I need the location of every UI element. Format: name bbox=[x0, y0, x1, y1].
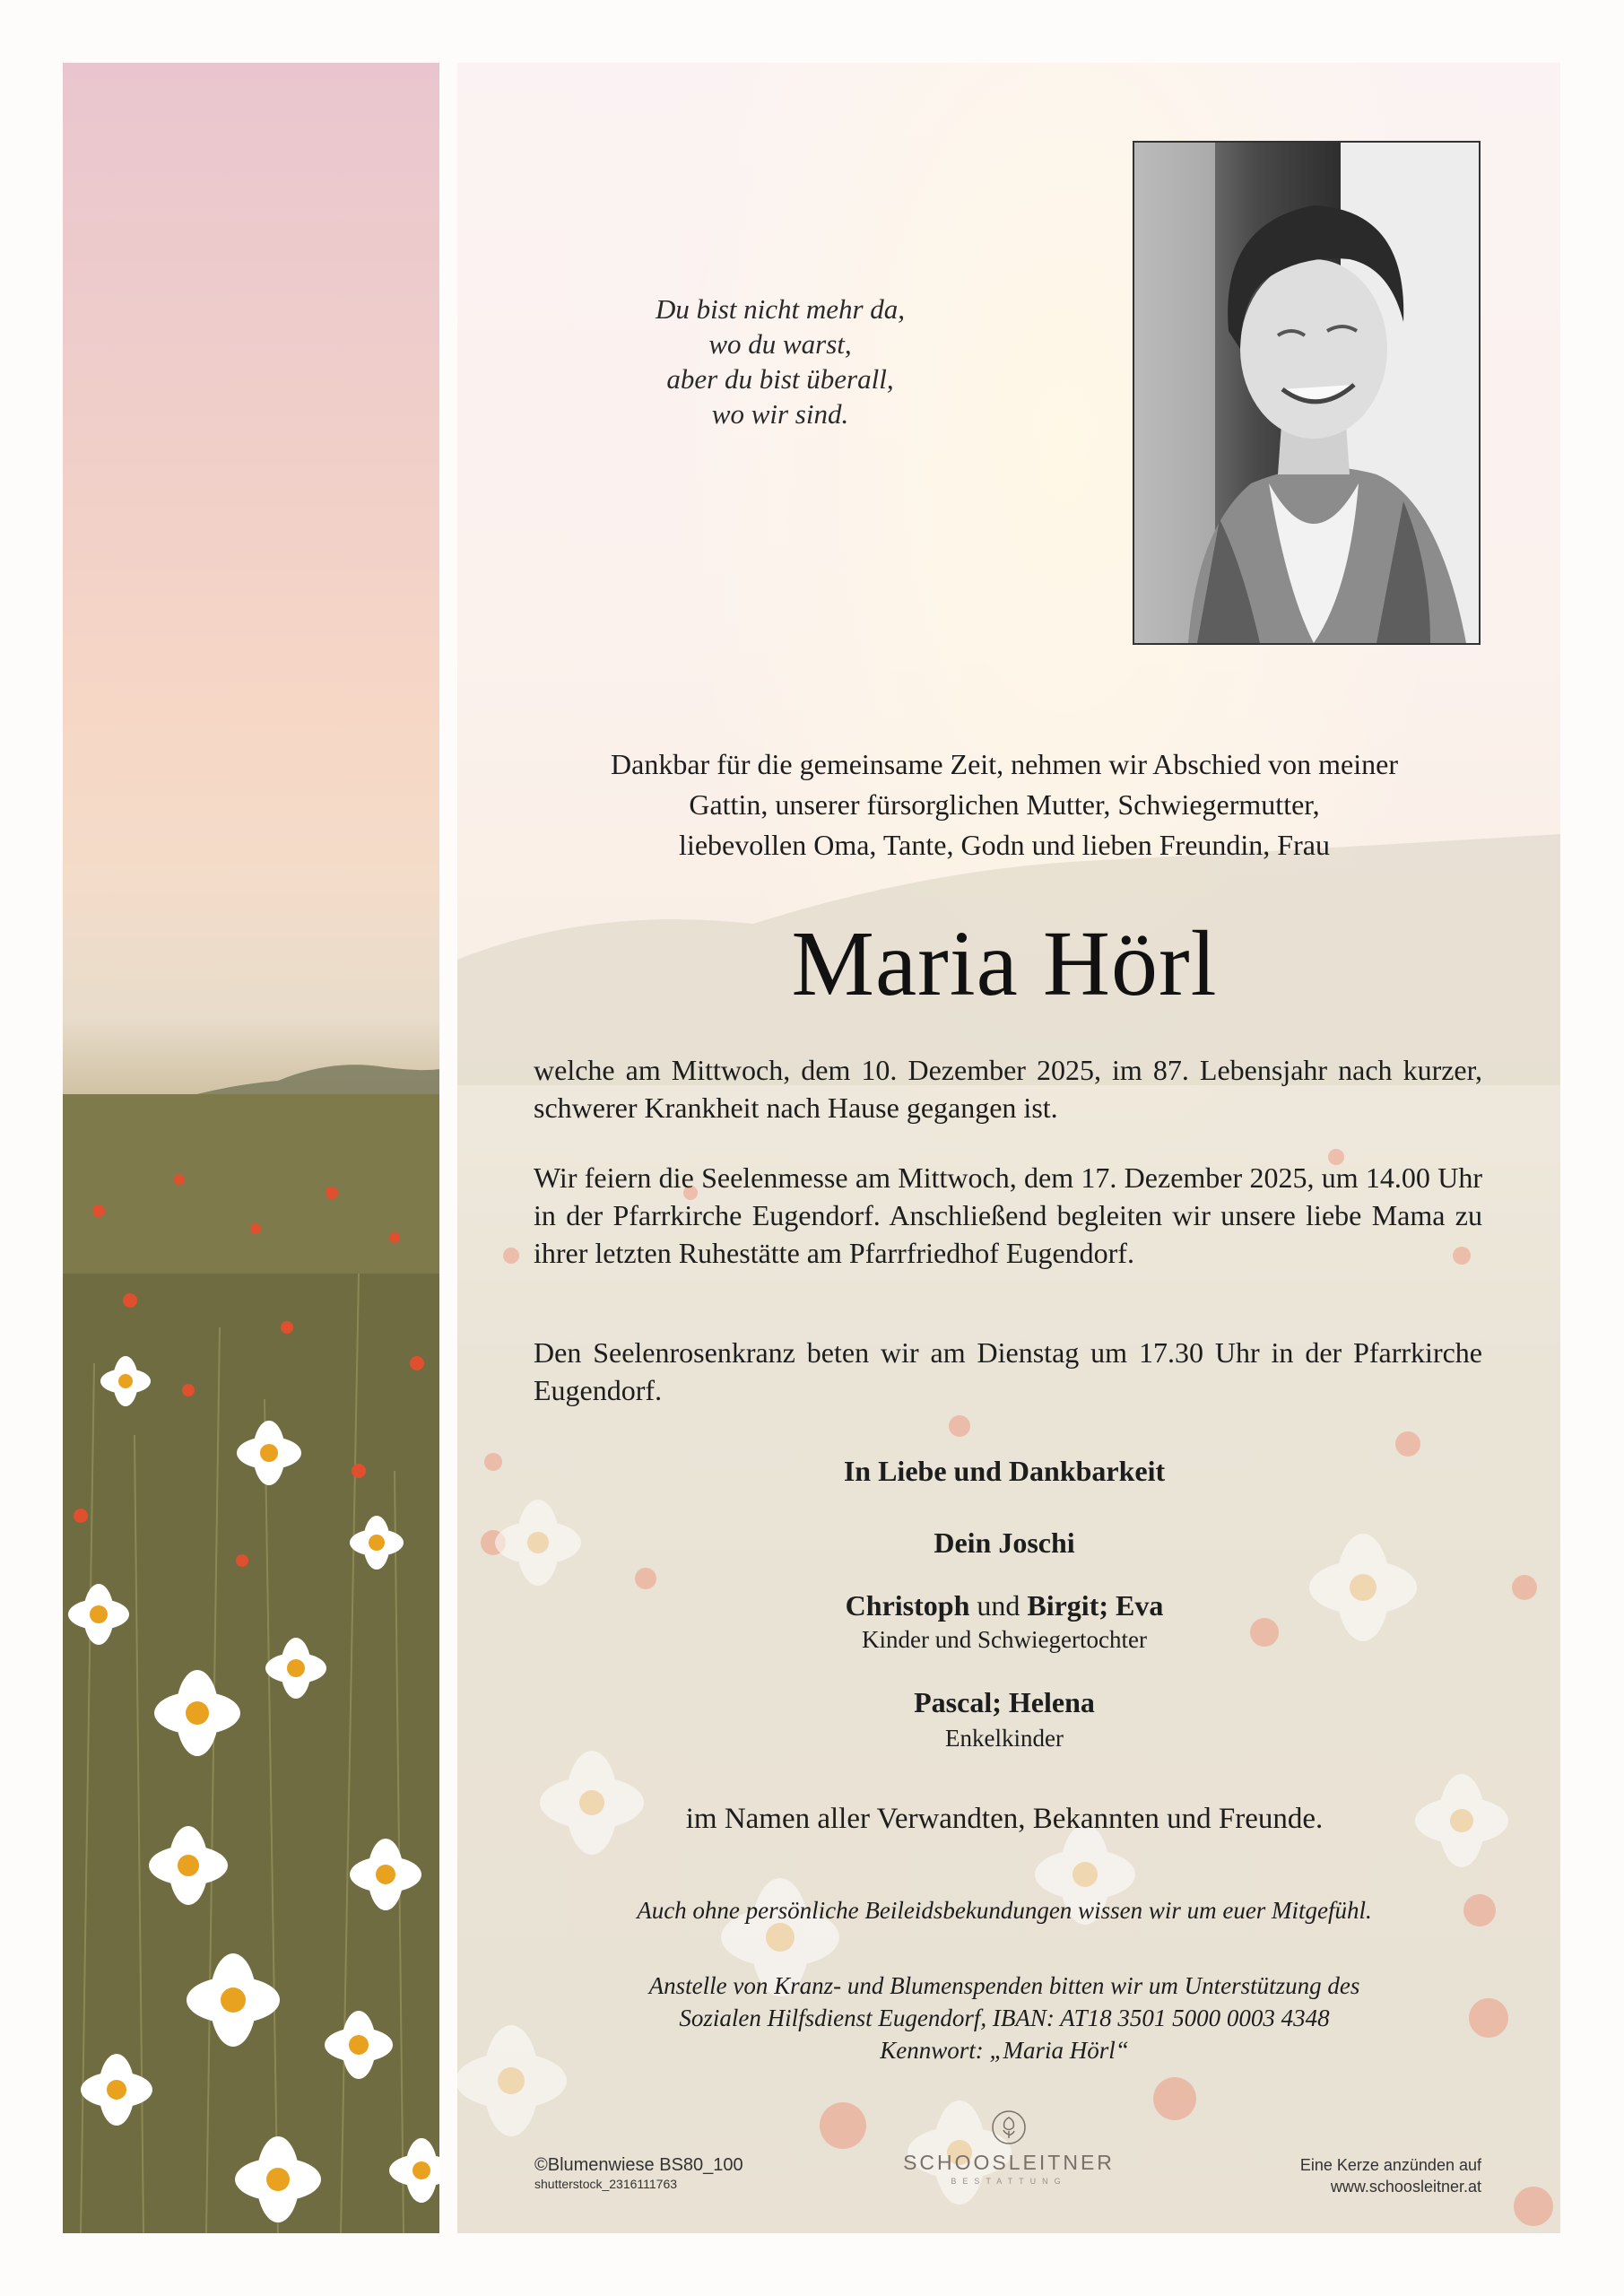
death-paragraph: welche am Mittwoch, dem 10. Dezember 2025, im 87. Lebensjahr nach kurzer, schwerer Krankheit nach Hause gegangen ist. bbox=[534, 1054, 1482, 1124]
quote-line: wo du warst, bbox=[708, 328, 852, 360]
child-name: Birgit; Eva bbox=[1027, 1589, 1164, 1622]
funeral-mass-paragraph: Wir feiern die Seelenmesse am Mittwoch, dem 17. Dezember 2025, um 14.00 Uhr in der Pfarrkirche Eugendorf. Anschließend begleiten wir unsere liebe Mama zu ihrer letzten Ruhestätte am Pfarrfriedhof Eugendorf. bbox=[534, 1161, 1482, 1269]
closing-line: im Namen aller Verwandten, Bekannten und Freunde. bbox=[685, 1803, 1324, 1835]
intro-text bbox=[502, 744, 1507, 865]
footer-credits bbox=[534, 2154, 743, 2192]
quote-line: Du bist nicht mehr da, bbox=[655, 293, 906, 325]
quote-line: aber du bist überall, bbox=[666, 363, 894, 395]
portrait-image bbox=[1134, 143, 1479, 643]
rose-icon bbox=[991, 2109, 1027, 2145]
spouse-name: Dein Joschi bbox=[934, 1526, 1075, 1559]
rosary-paragraph: Den Seelenrosenkranz beten wir am Dienstag um 17.30 Uhr in der Pfarrkirche Eugendorf. bbox=[534, 1336, 1482, 1406]
children-names bbox=[502, 1587, 1507, 1623]
quote-line: wo wir sind. bbox=[711, 398, 849, 430]
logo-subtitle: BESTATTUNG bbox=[951, 2177, 1067, 2186]
deceased-name: Maria Hörl bbox=[791, 912, 1218, 1015]
logo-name: SCHOOSLEITNER bbox=[903, 2151, 1115, 2174]
mourners-heading: In Liebe und Dankbarkeit bbox=[843, 1455, 1166, 1487]
donation-note bbox=[502, 1970, 1507, 2066]
funeral-home-logo bbox=[897, 2109, 1121, 2187]
quote bbox=[556, 291, 1004, 431]
donation-line: Sozialen Hilfsdienst Eugendorf, IBAN: AT18 3501 5000 0003 4348 bbox=[679, 2005, 1330, 2031]
intro-line: liebevollen Oma, Tante, Godn und lieben Freundin, Frau bbox=[679, 829, 1330, 861]
stock-credit: shutterstock_2316111763 bbox=[534, 2177, 678, 2191]
candle-link-block bbox=[1220, 2154, 1481, 2197]
donation-line: Kennwort: „Maria Hörl“ bbox=[880, 2037, 1129, 2064]
children-role: Kinder und Schwiegertochter bbox=[862, 1626, 1147, 1653]
child-name: Christoph bbox=[845, 1589, 970, 1622]
grandchildren-role: Enkelkinder bbox=[945, 1725, 1064, 1752]
conjunction: und bbox=[977, 1589, 1020, 1622]
portrait-photo bbox=[1133, 141, 1481, 645]
website-link[interactable]: www.schoosleitner.at bbox=[1330, 2178, 1481, 2196]
donation-line: Anstelle von Kranz- und Blumenspenden bitten wir um Unterstützung des bbox=[648, 1972, 1360, 1999]
candle-text: Eine Kerze anzünden auf bbox=[1299, 2156, 1481, 2174]
left-floral-strip bbox=[63, 63, 439, 2233]
grandchildren-names: Pascal; Helena bbox=[914, 1686, 1095, 1718]
intro-line: Dankbar für die gemeinsame Zeit, nehmen wir Abschied von meiner bbox=[611, 748, 1398, 780]
strip-meadow bbox=[63, 1094, 439, 2233]
design-code: ©Blumenwiese BS80_100 bbox=[534, 2155, 743, 2175]
condolences-note: Auch ohne persönliche Beileidsbekundungen wissen wir um euer Mitgefühl. bbox=[637, 1897, 1372, 1924]
intro-line: Gattin, unserer fürsorglichen Mutter, Schwiegermutter, bbox=[689, 788, 1320, 821]
